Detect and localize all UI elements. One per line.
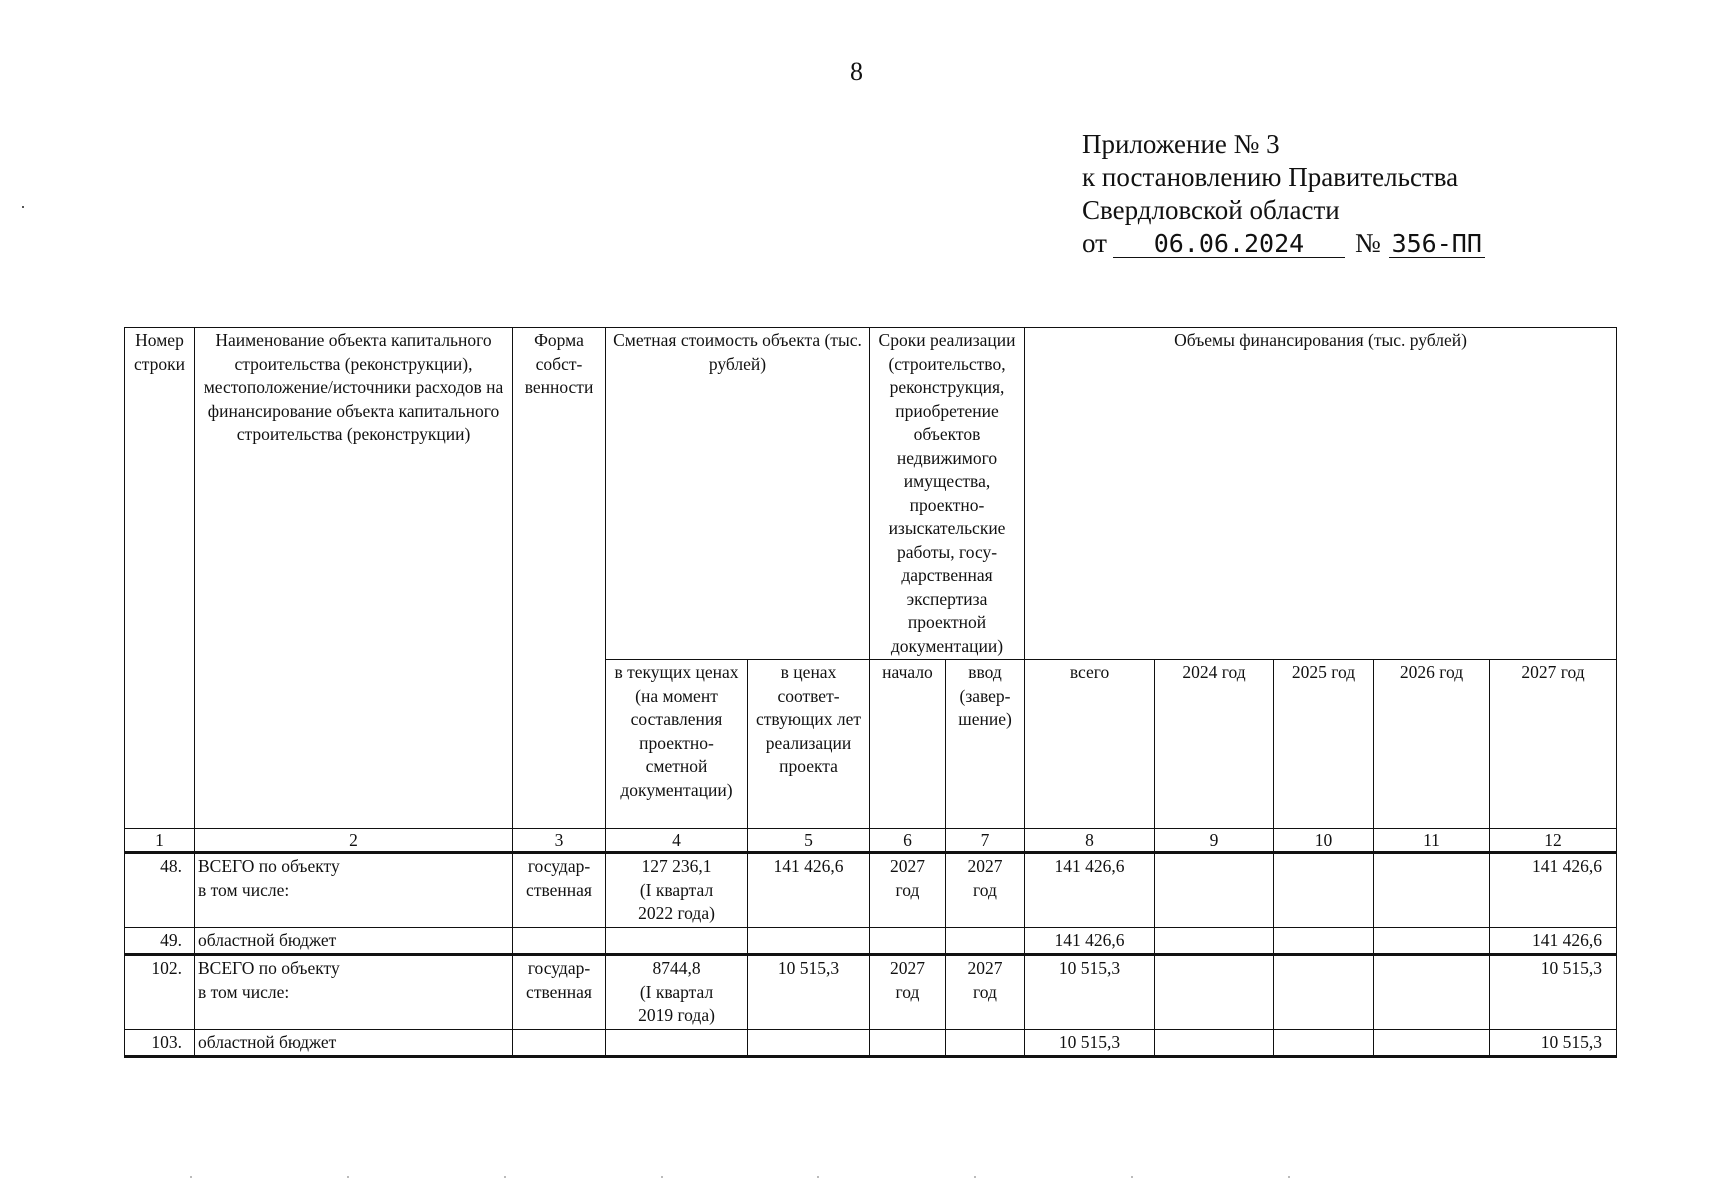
completion-cell: 2027 год [946, 853, 1025, 928]
year-2024-cell [1155, 927, 1274, 955]
scan-dot [817, 1176, 819, 1178]
row-number: 103. [125, 1029, 195, 1057]
year-2026-cell [1374, 927, 1490, 955]
scan-speck [22, 206, 24, 208]
year-2025-cell [1274, 927, 1374, 955]
appendix-resolution-line: к постановлению Правительства [1082, 162, 1459, 192]
column-number: 4 [606, 829, 748, 853]
scan-dot [661, 1176, 663, 1178]
number-label: № [1354, 228, 1381, 258]
year-2026-cell [1374, 1029, 1490, 1057]
object-name-cell: областной бюджет [195, 927, 513, 955]
column-number: 2 [195, 829, 513, 853]
year-2026-cell [1374, 955, 1490, 1030]
completion-cell [946, 927, 1025, 955]
column-number: 8 [1025, 829, 1155, 853]
table-row [125, 853, 1617, 928]
start-cell: 2027 год [870, 955, 946, 1030]
ownership-cell [513, 927, 606, 955]
year-2026-cell [1374, 853, 1490, 928]
cost-current-cell: 127 236,1 (I квартал 2022 года) [606, 853, 748, 928]
cost-project-cell: 141 426,6 [748, 853, 870, 928]
year-2027-cell: 141 426,6 [1490, 853, 1617, 928]
header-current-prices: в текущих ценах (на момент составления проектно-сметной документации) [606, 660, 748, 829]
scan-dot [504, 1176, 506, 1178]
year-2027-cell: 10 515,3 [1490, 955, 1617, 1030]
column-number: 3 [513, 829, 606, 853]
cost-project-cell [748, 927, 870, 955]
header-2025: 2025 год [1274, 660, 1374, 829]
header-estimated-cost: Сметная стоимость объекта (тыс. рублей) [606, 328, 870, 660]
date-label: от [1082, 228, 1107, 258]
column-number: 7 [946, 829, 1025, 853]
column-number: 9 [1155, 829, 1274, 853]
completion-cell [946, 1029, 1025, 1057]
scan-dot [1288, 1176, 1290, 1178]
header-object-name: Наименование объекта капитального строительства (реконструкции), местоположение/источники расходов на финансирование объекта капитального строительства (реконструкции) [195, 328, 513, 829]
column-number: 10 [1274, 829, 1374, 853]
year-2025-cell [1274, 955, 1374, 1030]
header-row-number: Номер строки [125, 328, 195, 829]
column-numbers-row [125, 829, 1617, 853]
column-number: 6 [870, 829, 946, 853]
column-number: 1 [125, 829, 195, 853]
header-start: начало [870, 660, 946, 829]
header-financing: Объемы финансирования (тыс. рублей) [1025, 328, 1617, 660]
start-cell [870, 927, 946, 955]
completion-cell: 2027 год [946, 955, 1025, 1030]
year-2025-cell [1274, 853, 1374, 928]
header-timeline: Сроки реализации (строительство, реконструкция, приобретение объектов недвижимого имущества, проектно-изыскательские работы, госу-дарственная экспертиза проектной документации) [870, 328, 1025, 660]
row-number: 102. [125, 955, 195, 1030]
appendix-region-line: Свердловской области [1082, 195, 1340, 225]
column-number: 11 [1374, 829, 1490, 853]
total-cell: 10 515,3 [1025, 955, 1155, 1030]
header-completion: ввод (завер-шение) [946, 660, 1025, 829]
ownership-cell [513, 1029, 606, 1057]
year-2027-cell: 141 426,6 [1490, 927, 1617, 955]
ownership-cell: государ- ственная [513, 853, 606, 928]
financing-table [124, 327, 1617, 1058]
start-cell [870, 1029, 946, 1057]
total-cell: 141 426,6 [1025, 853, 1155, 928]
appendix-date-number-row [1082, 227, 1485, 260]
total-cell: 10 515,3 [1025, 1029, 1155, 1057]
column-number: 12 [1490, 829, 1617, 853]
total-cell: 141 426,6 [1025, 927, 1155, 955]
header-project-prices: в ценах соответ-ствующих лет реализации проекта [748, 660, 870, 829]
row-number: 49. [125, 927, 195, 955]
date-value: 06.06.2024 [1113, 231, 1345, 258]
year-2025-cell [1274, 1029, 1374, 1057]
ownership-cell: государ- ственная [513, 955, 606, 1030]
header-ownership: Форма собст-венности [513, 328, 606, 829]
year-2027-cell: 10 515,3 [1490, 1029, 1617, 1057]
table-row [125, 955, 1617, 1030]
header-2027: 2027 год [1490, 660, 1617, 829]
header-2026: 2026 год [1374, 660, 1490, 829]
scan-dot [1131, 1176, 1133, 1178]
object-name-cell: ВСЕГО по объекту в том числе: [195, 853, 513, 928]
year-2024-cell [1155, 853, 1274, 928]
row-number: 48. [125, 853, 195, 928]
header-2024: 2024 год [1155, 660, 1274, 829]
cost-project-cell [748, 1029, 870, 1057]
header-row-main [125, 328, 1617, 660]
table-row [125, 1029, 1617, 1057]
column-number: 5 [748, 829, 870, 853]
year-2024-cell [1155, 1029, 1274, 1057]
scan-dot [974, 1176, 976, 1178]
start-cell: 2027 год [870, 853, 946, 928]
appendix-header [1082, 128, 1485, 260]
cost-current-cell: 8744,8 (I квартал 2019 года) [606, 955, 748, 1030]
header-total: всего [1025, 660, 1155, 829]
table-row [125, 927, 1617, 955]
cost-project-cell: 10 515,3 [748, 955, 870, 1030]
cost-current-cell [606, 1029, 748, 1057]
object-name-cell: областной бюджет [195, 1029, 513, 1057]
scan-dot [190, 1176, 192, 1178]
object-name-cell: ВСЕГО по объекту в том числе: [195, 955, 513, 1030]
year-2024-cell [1155, 955, 1274, 1030]
scan-dot [347, 1176, 349, 1178]
appendix-title: Приложение № 3 [1082, 129, 1280, 159]
cost-current-cell [606, 927, 748, 955]
page-number: 8 [850, 57, 863, 86]
resolution-number: 356-ПП [1389, 231, 1485, 258]
scan-dots [190, 1176, 1290, 1178]
